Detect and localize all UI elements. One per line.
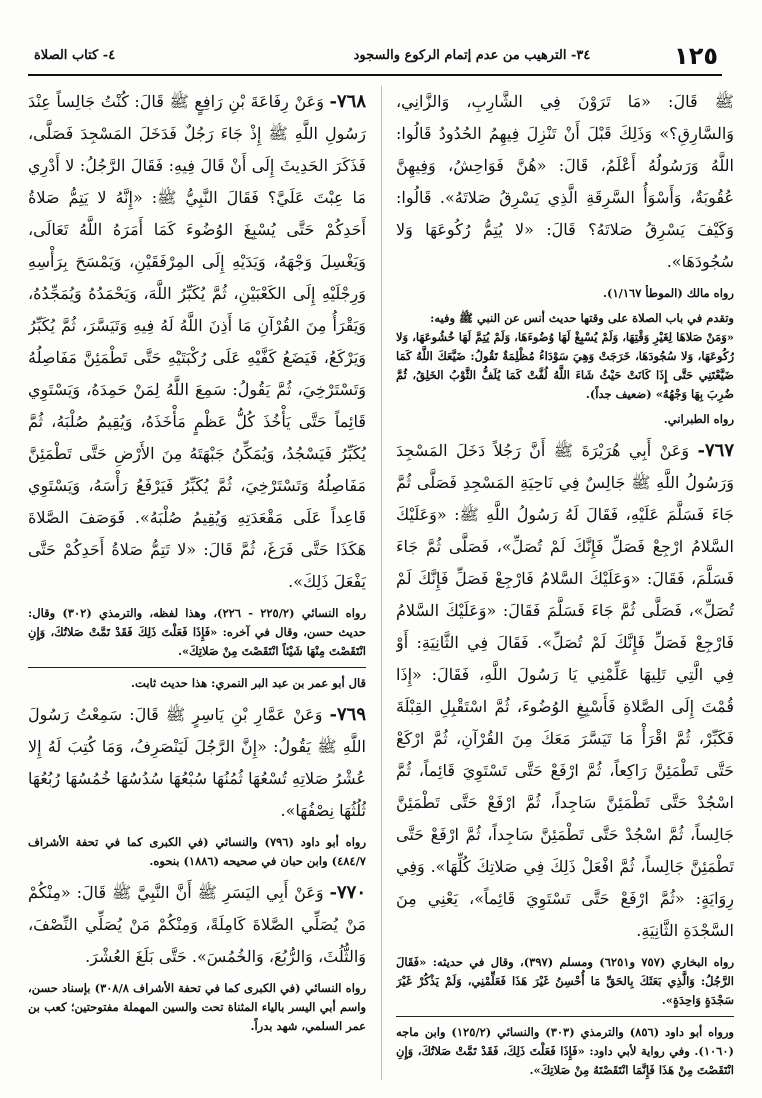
column-divider <box>381 86 382 1080</box>
hadith-767-text: وَعَنْ أَبِي هُرَيْرَةَ ﷺ أَنَّ رَجُلاً دَخَلَ المَسْجِدَ وَرَسُولُ اللَّهِ ﷺ جَالِسٌ فِي نَاحِيَةِ المَسْجِدِ فَصَلَّى ثُمَّ جَاءَ فَسَلَّمَ عَلَيْهِ، فَقَالَ لَهُ رَسُولُ اللَّهِ ﷺ: «وَعَلَيْكَ السَّلامُ ارْجِعْ فَصَلِّ فَإِنَّكَ لَمْ تُصَلِّ»، فَصَلَّى ثُمَّ جَاءَ فَسَلَّمَ، فَقَالَ: «وَعَلَيْكَ السَّلامُ فَارْجِعْ فَصَلِّ فَإِنَّكَ لَمْ تُصَلِّ»، فَصَلَّى ثُمَّ جَاءَ فَسَلَّمَ فَقَالَ: «وَعَلَيْكَ السَّلامُ فَارْجِعْ فَصَلِّ فَإِنَّكَ لَمْ تُصَلِّ». فَقَالَ فِي الثَّانِيَةِ: أَوْ فِي الَّتِي تَلِيهَا عَلِّمْنِي يَا رَسُولَ اللَّهِ، فَقَالَ: «إِذَا قُمْتَ إِلَى الصَّلاةِ فَأَسْبِغِ الوُضُوءَ، ثُمَّ اسْتَقْبِلِ القِبْلَةَ فَكَبِّرْ، ثُمَّ اقْرَأْ مَا تَيَسَّرَ مَعَكَ مِنَ القُرْآنِ، ثُمَّ ارْكَعْ حَتَّى تَطْمَئِنَّ رَاكِعاً، ثُمَّ ارْفَعْ حَتَّى تَسْتَوِيَ قَائِماً، ثُمَّ اسْجُدْ حَتَّى تَطْمَئِنَّ سَاجِداً، ثُمَّ ارْفَعْ حَتَّى تَطْمَئِنَّ جَالِساً، ثُمَّ اسْجُدْ حَتَّى تَطْمَئِنَّ سَاجِداً، ثُمَّ ارْفَعْ حَتَّى تَطْمَئِنَّ جَالِساً، ثُمَّ افْعَلْ ذَلِكَ فِي صَلاتِكَ كُلِّهَا». وَفِي رِوَايَةٍ: «ثُمَّ ارْفَعْ حَتَّى تَسْتَوِيَ قَائِماً»، يَعْنِي مِنَ السَّجْدَةِ الثَّانِيَةِ. <box>396 441 734 940</box>
page-number: ١٢٥ <box>674 42 718 70</box>
page-header <box>28 40 722 76</box>
hadith-767-note-1: رواه البخاري (٧٥٧ و٦٢٥١) ومسلم (٣٩٧)، وقال في حديثه: «فَقَالَ الرَّجُلُ: وَالَّذِي بَعَثَكَ بِالحَقِّ مَا أُحْسِنُ غَيْرَ هَذَا فَعَلِّمْنِي، وَلَمْ يَذْكُرْ غَيْرَ سَجْدَةٍ وَاحِدَةٍ». <box>396 955 734 1007</box>
hadith-number: ٧٧٠- <box>329 882 366 903</box>
hadith-768-note-1: رواه النسائي (٢٢٥/٢ - ٢٢٦)، وهذا لفظه، والترمذي (٣٠٢) وقال: حديث حسن، وقال في آخره: «فَإِذَا فَعَلْتَ ذَلِكَ فَقَدْ تَمَّتْ صَلاتُكَ، وَإِنِ انْتَقَصْتَ مِنْهَا شَيْئاً انْتَقَصْتَ مِنْ صَلاتِكَ». <box>28 606 366 658</box>
right-column <box>396 86 734 1080</box>
separator <box>396 1016 734 1017</box>
hadith-766-tail: ﷺ قَالَ: «مَا تَرَوْنَ فِي الشَّارِبِ، وَالزَّانِي، وَالسَّارِقِ؟» وَذَلِكَ قَبْلَ أَنْ تَنْزِلَ فِيهِمُ الحُدُودُ قَالُوا: اللَّهُ وَرَسُولُهُ أَعْلَمُ، قَالَ: «هُنَّ فَوَاحِشُ، وَفِيهِنَّ عُقُوبَةٌ، وَأَسْوَأُ السَّرِقَةِ الَّذِي يَسْرِقُ صَلاتَهُ». قَالُوا: وَكَيْفَ يَسْرِقُ صَلاتَهُ؟ قَالَ: «لا يُتِمُّ رُكُوعَهَا وَلا سُجُودَهَا». <box>396 92 734 271</box>
running-title: ٣٤- الترهيب من عدم إتمام الركوع والسجود <box>353 48 591 63</box>
hadith-number: ٧٦٧- <box>697 440 734 461</box>
book-title: ٤- كتاب الصلاة <box>34 48 116 63</box>
hadith-767-note-2: ورواه أبو داود (٨٥٦) والترمذي (٣٠٣) والنسائي (١٢٥/٢) وابن ماجه (١٠٦٠). وفي رواية لأبي داود: «فَإِذَا فَعَلْتَ ذَلِكَ، فَقَدْ تَمَّتْ صَلاتُكَ، وَإِنِ انْتَقَصْتَ مِنْ هَذَا فَإِنَّمَا انْتَقَصْتَهُ مِنْ صَلاتِكَ». <box>396 1025 734 1077</box>
hadith-770 <box>28 877 366 973</box>
anas-source: رواه الطبراني. <box>663 412 734 426</box>
hadith-769-text: وَعَنْ عَمَّارِ بْنِ يَاسِرٍ ﷺ قَالَ: سَمِعْتُ رَسُولَ اللَّهِ ﷺ يَقُولُ: «إِنَّ الرَّجُلَ لَيَنْصَرِفُ، وَمَا كُتِبَ لَهُ إِلا عُشْرُ صَلاتِهِ تُسْعُهَا ثُمُنُهَا سُبْعُهَا سُدُسُهَا خُمُسُهَا رُبُعُهَا ثُلُثُهَا نِصْفُهَا». <box>28 705 366 820</box>
hadith-770-text: وَعَنْ أَبِي اليَسَرِ ﷺ أَنَّ النَّبِيَّ ﷺ قَالَ: «مِنْكُمْ مَنْ يُصَلِّي الصَّلاةَ كَامِلَةً، وَمِنْكُمْ مَنْ يُصَلِّي النِّصْفَ، وَالثُّلُثَ، وَالرُّبُعَ، وَالخُمُسَ». حَتَّى بَلَغَ العُشْرَ. <box>28 883 366 966</box>
hadith-766-source: رواه مالك (الموطأ ١/١٦٧). <box>603 286 734 300</box>
hadith-770-note: رواه النسائي (في الكبرى كما في تحفة الأشراف ٣٠٨/٨) بإسناد حسن، واسم أبي اليسر بالياء المثناة تحت والسين المهملة مفتوحتين؛ كعب بن عمر السلمي، شهد بدراً. <box>28 981 366 1033</box>
hadith-768-text: وَعَنْ رِفَاعَةَ بْنِ رَافِعٍ ﷺ قَالَ: كُنْتُ جَالِساً عِنْدَ رَسُولِ اللَّهِ ﷺ إِذْ جَاءَ رَجُلٌ فَدَخَلَ المَسْجِدَ فَصَلَّى، فَذَكَرَ الحَدِيثَ إِلَى أَنْ قَالَ فِيهِ: فَقَالَ الرَّجُلُ: لا أَدْرِي مَا عِبْتَ عَلَيَّ؟ فَقَالَ النَّبِيُّ ﷺ: «إِنَّهُ لا يَتِمُّ صَلاةُ أَحَدِكُمْ حَتَّى يُسْبِغَ الوُضُوءَ كَمَا أَمَرَهُ اللَّهُ تَعَالَى، وَيَغْسِلَ وَجْهَهُ، وَيَدَيْهِ إِلَى المِرْفَقَيْنِ، وَيَمْسَحَ بِرَأْسِهِ وَرِجْلَيْهِ إِلَى الكَعْبَيْنِ، ثُمَّ يُكَبِّرُ اللَّهَ، وَيَحْمَدُهُ وَيُمَجِّدُهُ، وَيَقْرَأُ مِنَ القُرْآنِ مَا أَذِنَ اللَّهُ لَهُ فِيهِ وَتَيَسَّرَ، ثُمَّ يُكَبِّرُ وَيَرْكَعُ، فَيَضَعُ كَفَّيْهِ عَلَى رُكْبَتَيْهِ حَتَّى تَطْمَئِنَّ مَفَاصِلُهُ وَتَسْتَرْخِيَ، ثُمَّ يَقُولُ: سَمِعَ اللَّهُ لِمَنْ حَمِدَهُ، وَيَسْتَوِي قَائِماً حَتَّى يَأْخُذَ كُلُّ عَظْمٍ مَأْخَذَهُ، وَيُقِيمُ صُلْبَهُ، ثُمَّ يُكَبِّرُ فَيَسْجُدُ، وَيُمَكِّنُ جَبْهَتَهُ مِنَ الأَرْضِ حَتَّى تَطْمَئِنَّ مَفَاصِلُهُ وَتَسْتَرْخِيَ، ثُمَّ يُكَبِّرُ فَيَرْفَعُ رَأْسَهُ، وَيَسْتَوِي قَاعِداً عَلَى مَقْعَدَتِهِ وَيُقِيمُ صُلْبَهُ». فَوَصَفَ الصَّلاةَ هَكَذَا حَتَّى فَرَغَ، ثُمَّ قَالَ: «لا تَتِمُّ صَلاةُ أَحَدِكُمْ حَتَّى يَفْعَلَ ذَلِكَ». <box>28 92 366 591</box>
hadith-769-note: رواه أبو داود (٧٩٦) والنسائي (في الكبرى كما في تحفة الأشراف ٤٨٤/٧) وابن حبان في صحيحه (١٨٨٦) بنحوه. <box>28 835 366 868</box>
hadith-768-note-2: قال أبو عمر بن عبد البر النمري: هذا حديث ثابت. <box>131 676 366 690</box>
hadith-number: ٧٦٩- <box>329 704 366 725</box>
hadith-769 <box>28 699 366 827</box>
hadith-767 <box>396 435 734 947</box>
hadith-768 <box>28 86 366 598</box>
separator <box>28 667 366 668</box>
cross-reference <box>396 309 734 404</box>
anas-intro: وتقدم في باب الصلاة على وقتها حديث أنس عن النبي ﷺ وفيه: <box>430 311 734 325</box>
anas-text: «وَمَنْ صَلاهَا لِغَيْرِ وَقْتِهَا، وَلَمْ يُسْبِغْ لَهَا وُضُوءَهَا، وَلَمْ يُتِمَّ لَهَا خُشُوعَهَا، وَلا رُكُوعَهَا، وَلا سُجُودَهَا، خَرَجَتْ وَهِيَ سَوْدَاءُ مُظْلِمَةٌ تَقُولُ: ضَيَّعَكَ اللَّهُ كَمَا ضَيَّعْتَنِي حَتَّى إِذَا كَانَتْ حَيْثُ شَاءَ اللَّهُ لُفَّتْ كَمَا يُلَفُّ الثَّوْبُ الخَلِقُ، ثُمَّ ضُرِبَ بِهَا وَجْهُهُ» (ضعيف جداً). <box>396 330 734 401</box>
left-column <box>28 86 366 1080</box>
hadith-number: ٧٦٨- <box>329 91 366 112</box>
